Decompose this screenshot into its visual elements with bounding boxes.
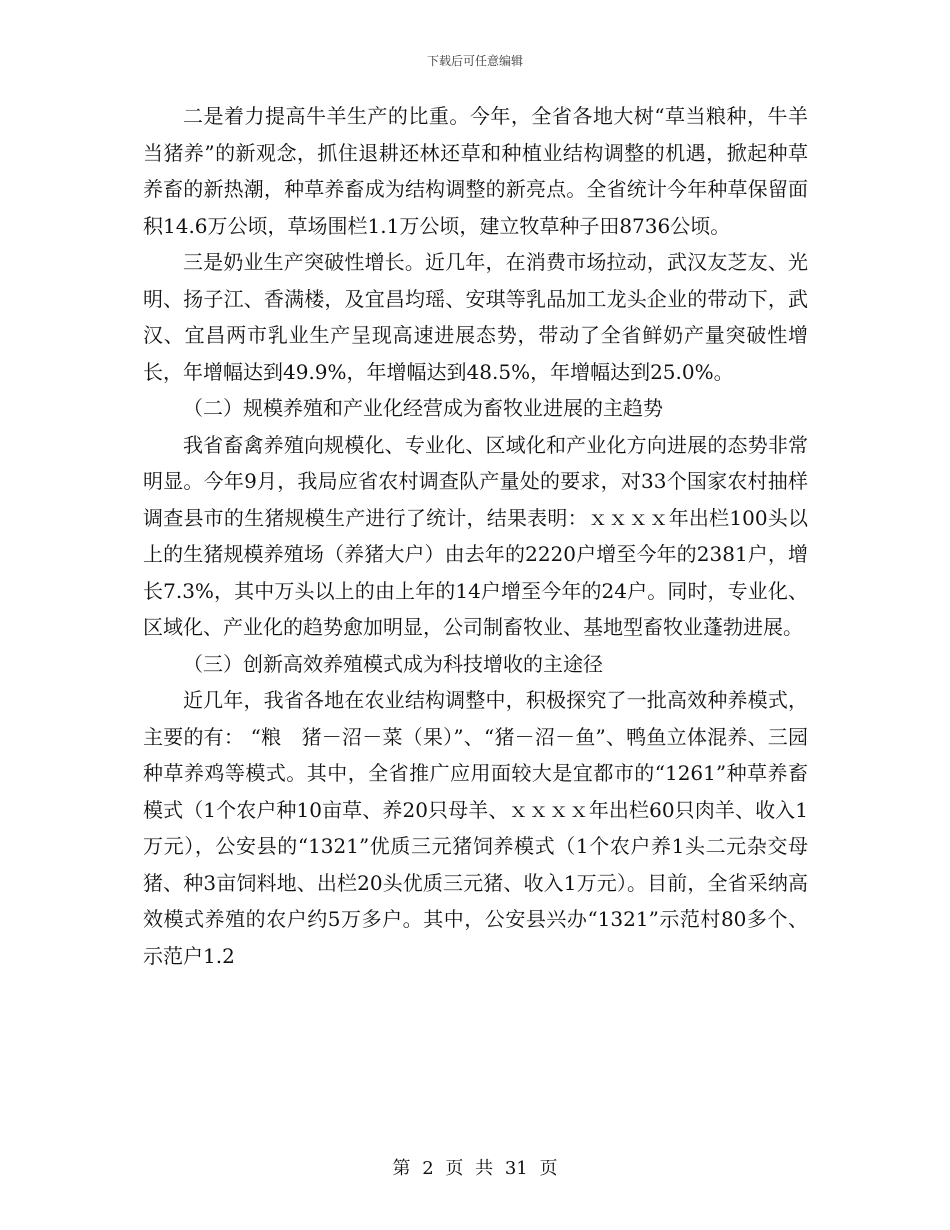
page-header: 下载后可任意编辑 (426, 54, 523, 68)
section-heading-2: （二）规模养殖和产业化经营成为畜牧业进展的主趋势 (183, 396, 663, 420)
document-body (143, 98, 808, 974)
paragraph-cattle-sheep: 二是着力提高牛羊生产的比重。今年，全省各地大树“草当粮种，牛羊当猪养”的新观念，抓住退耕还林还草和种植业结构调整的机遇，掀起种草养畜的新热潮，种草养畜成为结构调整的新亮点。全省统计今年种草保留面积14.6万公顷，草场围栏1.1万公顷，建立牧草种子田8736公顷。 (143, 104, 808, 238)
paragraph-efficient-models: 近几年，我省各地在农业结构调整中，积极探究了一批高效种养模式，主要的有： “粮 猪－沼－菜（果）”、“猪－沼－鱼”、鸭鱼立体混养、三园种草养鸡等模式。其中，全省推广应用面较大是宜都市的“1261”种草养畜模式（1个农户种10亩草、养20只母羊、ｘｘｘｘ年出栏60只肉羊、收入1万元），公安县的“1321”优质三元猪饲养模式（1个农户养1头二元杂交母猪、种3亩饲料地、出栏20头优质三元猪、收入1万元）。目前，全省采纳高效模式养殖的农户约5万多户。其中，公安县兴办“1321”示范村80多个、示范户1.2 (143, 688, 808, 968)
paragraph-dairy: 三是奶业生产突破性增长。近几年，在消费市场拉动，武汉友芝友、光明、扬子江、香满楼，及宜昌均瑶、安琪等乳品加工龙头企业的带动下，武汉、宜昌两市乳业生产呈现高速进展态势，带动了全省鲜奶产量突破性增长，年增幅达到49.9%，年增幅达到48.5%，年增幅达到25.0%。 (143, 250, 808, 384)
paragraph-scale-farming: 我省畜禽养殖向规模化、专业化、区域化和产业化方向进展的态势非常明显。今年9月，我局应省农村调查队产量处的要求，对33个国家农村抽样调查县市的生猪规模生产进行了统计，结果表明：ｘｘｘｘ年出栏100头以上的生猪规模养殖场（养猪大户）由去年的2220户增至今年的2381户，增长7.3%，其中万头以上的由上年的14户增至今年的24户。同时，专业化、区域化、产业化的趋势愈加明显，公司制畜牧业、基地型畜牧业蓬勃进展。 (143, 432, 808, 639)
page-footer: 第 2 页 共 31 页 (392, 1158, 558, 1179)
section-heading-3: （三）创新高效养殖模式成为科技增收的主途径 (183, 651, 603, 676)
